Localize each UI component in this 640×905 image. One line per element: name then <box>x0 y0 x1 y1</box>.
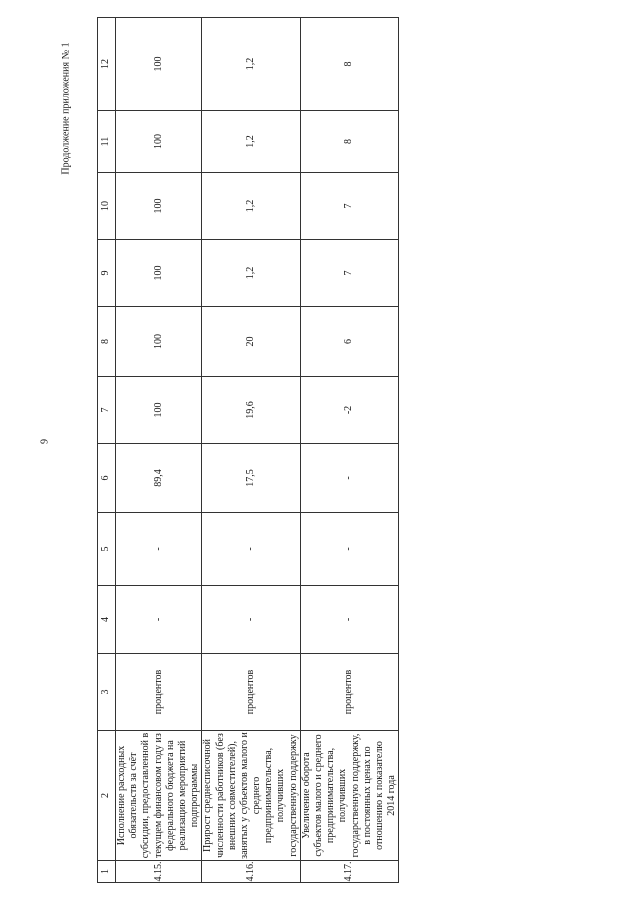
column-header: 8 <box>98 307 116 377</box>
table-row <box>202 18 301 883</box>
value-cell: 8 <box>300 111 399 173</box>
indicator-name: Прирост среднесписочной численности работников (без внешних совместителей), занятых у субъектов малого и среднего предпринимательства, получивших государственную поддержку <box>202 732 299 859</box>
table-row <box>116 18 202 883</box>
row-number: 4.15. <box>116 861 202 883</box>
column-header: 3 <box>98 654 116 731</box>
row-number: 4.16. <box>202 861 301 883</box>
table-row <box>300 18 399 883</box>
value-cell: 20 <box>202 307 301 377</box>
unit-cell: процентов <box>116 654 202 731</box>
value-cell: 100 <box>116 173 202 240</box>
row-number: 4.17. <box>300 861 399 883</box>
value-cell: 89,4 <box>116 444 202 513</box>
value-cell: 7 <box>300 240 399 307</box>
column-header: 2 <box>98 731 116 861</box>
header-row <box>98 18 116 883</box>
value-cell: 1,2 <box>202 18 301 111</box>
value-cell: - <box>202 513 301 586</box>
indicator-name: Исполнение расходных обязательств за счёт субсидии, предоставленной в текущем финансовом году из федерального бюджета на реализацию мероприятий подпрограммы <box>116 731 202 861</box>
value-cell: 19,6 <box>202 377 301 444</box>
column-header: 7 <box>98 377 116 444</box>
value-cell: 17,5 <box>202 444 301 513</box>
column-header: 4 <box>98 586 116 654</box>
value-cell: 6 <box>300 307 399 377</box>
column-header: 9 <box>98 240 116 307</box>
value-cell: 1,2 <box>202 173 301 240</box>
value-cell: - <box>116 586 202 654</box>
value-cell: - <box>300 586 399 654</box>
value-cell: 100 <box>116 377 202 444</box>
column-header: 11 <box>98 111 116 173</box>
value-cell: 100 <box>116 307 202 377</box>
value-cell: - <box>300 513 399 586</box>
value-cell: - <box>300 444 399 513</box>
value-cell: 7 <box>300 173 399 240</box>
value-cell: 100 <box>116 111 202 173</box>
value-cell: 100 <box>116 240 202 307</box>
column-header: 5 <box>98 513 116 586</box>
value-cell: - <box>116 513 202 586</box>
column-header: 1 <box>98 861 116 883</box>
value-cell: 1,2 <box>202 240 301 307</box>
unit-cell: процентов <box>202 654 301 731</box>
value-cell: 100 <box>116 18 202 111</box>
column-header: 6 <box>98 444 116 513</box>
page-number: 9 <box>39 439 51 444</box>
column-header: 10 <box>98 173 116 240</box>
rotated-table-wrapper <box>97 18 398 883</box>
unit-cell: процентов <box>300 654 399 731</box>
continuation-label: Продолжение приложения № 1 <box>60 42 72 175</box>
column-header: 12 <box>98 18 116 111</box>
value-cell: 1,2 <box>202 111 301 173</box>
indicators-table <box>97 17 399 883</box>
indicator-name: Увеличение оборота субъектов малого и среднего предпринимательства, получивших государственную поддержку, в постоянных ценах по отношению к показателю 2014 года <box>300 731 399 861</box>
value-cell: 8 <box>300 18 399 111</box>
value-cell: - <box>202 586 301 654</box>
value-cell: -2 <box>300 377 399 444</box>
